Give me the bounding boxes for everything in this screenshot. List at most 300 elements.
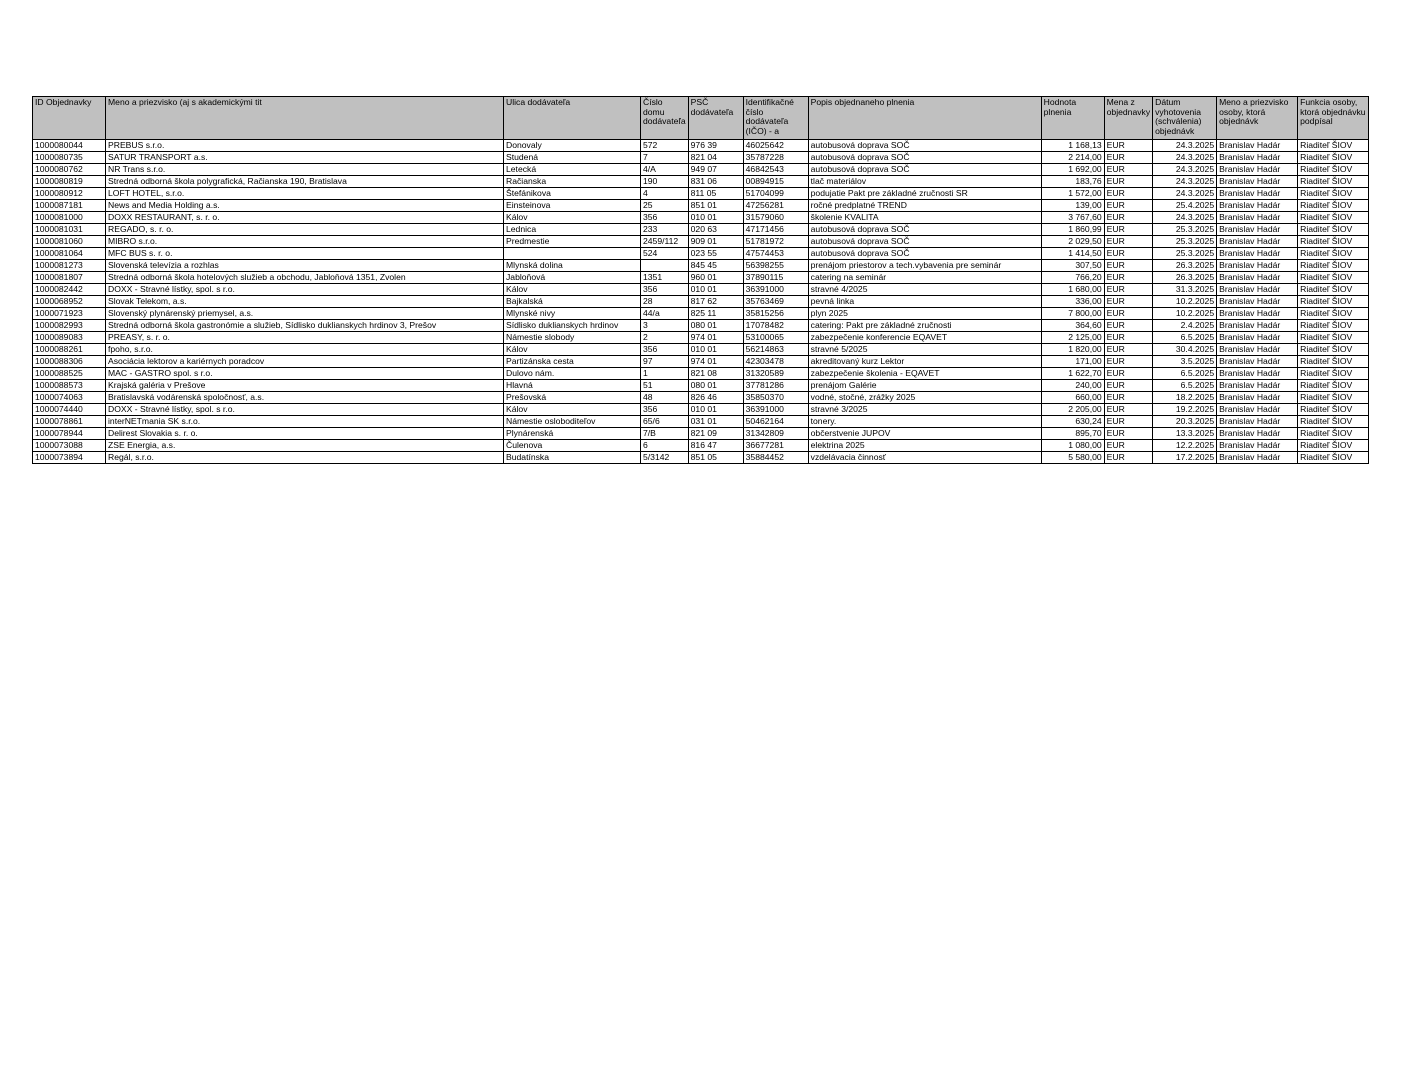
cell-house-number: 65/6 [641,416,689,428]
cell-postal-code: 821 08 [688,368,743,380]
cell-name: Stredná odborná škola hotelových služieb a obchodu, Jabloňová 1351, Zvolen [106,272,504,284]
cell-id: 1000089083 [33,332,106,344]
cell-value: 660,00 [1041,392,1104,404]
cell-orderer: Branislav Hadár [1217,440,1298,452]
cell-description: elektrina 2025 [808,440,1041,452]
cell-street: Letecká [504,164,641,176]
cell-date: 2.4.2025 [1153,320,1217,332]
cell-value: 1 572,00 [1041,188,1104,200]
cell-street: Budatínska [504,452,641,464]
cell-currency: EUR [1104,392,1152,404]
cell-date: 25.3.2025 [1153,236,1217,248]
cell-orderer: Branislav Hadár [1217,416,1298,428]
table-row [33,248,1369,260]
cell-date: 20.3.2025 [1153,416,1217,428]
cell-currency: EUR [1104,308,1152,320]
cell-name: News and Media Holding a.s. [106,200,504,212]
cell-name: PREBUS s.r.o. [106,140,504,152]
cell-postal-code: 080 01 [688,380,743,392]
cell-name: Delirest Slovakia s. r. o. [106,428,504,440]
cell-street: Studená [504,152,641,164]
table-row [33,200,1369,212]
cell-name: Regál, s.r.o. [106,452,504,464]
cell-currency: EUR [1104,140,1152,152]
table-row [33,284,1369,296]
cell-house-number: 1 [641,368,689,380]
cell-street: Čulenova [504,440,641,452]
cell-description: pevná linka [808,296,1041,308]
cell-function: Riaditeľ ŠIOV [1298,272,1369,284]
cell-description: autobusová doprava SOČ [808,140,1041,152]
cell-currency: EUR [1104,356,1152,368]
table-row [33,176,1369,188]
cell-value: 1 692,00 [1041,164,1104,176]
cell-description: autobusová doprava SOČ [808,236,1041,248]
cell-function: Riaditeľ ŠIOV [1298,440,1369,452]
cell-currency: EUR [1104,296,1152,308]
cell-date: 10.2.2025 [1153,308,1217,320]
cell-ico: 35787228 [743,152,808,164]
header-cell-postal-code: PSČ dodávateľa [688,97,743,140]
cell-street: Námestie osloboditeľov [504,416,641,428]
cell-description: autobusová doprava SOČ [808,224,1041,236]
cell-id: 1000068952 [33,296,106,308]
cell-description: prenájom Galérie [808,380,1041,392]
cell-name: DOXX - Stravné lístky, spol. s r.o. [106,284,504,296]
cell-date: 26.3.2025 [1153,272,1217,284]
cell-value: 307,50 [1041,260,1104,272]
cell-ico: 31320589 [743,368,808,380]
cell-house-number: 25 [641,200,689,212]
table-row [33,320,1369,332]
table-row [33,272,1369,284]
header-cell-value: Hodnota plnenia [1041,97,1104,140]
cell-house-number: 524 [641,248,689,260]
table-row [33,260,1369,272]
cell-description: školenie KVALITA [808,212,1041,224]
cell-house-number: 6 [641,440,689,452]
cell-ico: 35763469 [743,296,808,308]
cell-currency: EUR [1104,416,1152,428]
cell-function: Riaditeľ ŠIOV [1298,212,1369,224]
cell-value: 171,00 [1041,356,1104,368]
cell-date: 24.3.2025 [1153,176,1217,188]
cell-currency: EUR [1104,224,1152,236]
cell-id: 1000080912 [33,188,106,200]
cell-date: 13.3.2025 [1153,428,1217,440]
cell-name: MAC - GASTRO spol. s r.o. [106,368,504,380]
cell-street: Mlynské nivy [504,308,641,320]
cell-ico: 46842543 [743,164,808,176]
cell-function: Riaditeľ ŠIOV [1298,356,1369,368]
cell-postal-code: 960 01 [688,272,743,284]
cell-name: MIBRO s.r.o. [106,236,504,248]
header-cell-street: Ulica dodávateľa [504,97,641,140]
cell-ico: 47574453 [743,248,808,260]
cell-function: Riaditeľ ŠIOV [1298,176,1369,188]
cell-date: 25.3.2025 [1153,248,1217,260]
cell-currency: EUR [1104,332,1152,344]
cell-postal-code: 826 46 [688,392,743,404]
cell-street: Račianska [504,176,641,188]
cell-street: Námestie slobody [504,332,641,344]
cell-street: Donovaly [504,140,641,152]
table-row [33,452,1369,464]
cell-orderer: Branislav Hadár [1217,368,1298,380]
cell-id: 1000080735 [33,152,106,164]
cell-description: ročné predplatné TREND [808,200,1041,212]
cell-description: akreditovaný kurz Lektor [808,356,1041,368]
cell-date: 6.5.2025 [1153,368,1217,380]
cell-id: 1000074063 [33,392,106,404]
cell-value: 5 580,00 [1041,452,1104,464]
cell-value: 1 622,70 [1041,368,1104,380]
table-row [33,296,1369,308]
cell-street: Predmestie [504,236,641,248]
cell-ico: 36391000 [743,284,808,296]
cell-id: 1000074440 [33,404,106,416]
cell-description: autobusová doprava SOČ [808,248,1041,260]
header-cell-description: Popis objednaneho plnenia [808,97,1041,140]
cell-ico: 56214863 [743,344,808,356]
cell-postal-code: 010 01 [688,404,743,416]
orders-sheet [32,96,1369,464]
cell-function: Riaditeľ ŠIOV [1298,140,1369,152]
table-row [33,152,1369,164]
cell-name: fpoho, s.r.o. [106,344,504,356]
cell-postal-code: 821 09 [688,428,743,440]
cell-ico: 51781972 [743,236,808,248]
cell-function: Riaditeľ ŠIOV [1298,296,1369,308]
cell-name: Bratislavská vodárenská spoločnosť, a.s. [106,392,504,404]
cell-id: 1000078944 [33,428,106,440]
cell-description: prenájom priestorov a tech.vybavenia pre seminár [808,260,1041,272]
cell-house-number: 356 [641,404,689,416]
header-cell-currency: Mena z objednavky [1104,97,1152,140]
cell-street: Einsteinova [504,200,641,212]
cell-ico: 47171456 [743,224,808,236]
cell-orderer: Branislav Hadár [1217,200,1298,212]
cell-house-number: 5/3142 [641,452,689,464]
cell-date: 6.5.2025 [1153,380,1217,392]
header-cell-ico: Identifikačné číslo dodávateľa (IČO) - a [743,97,808,140]
cell-date: 18.2.2025 [1153,392,1217,404]
table-row [33,164,1369,176]
table-row [33,392,1369,404]
cell-description: zabezpečenie konferencie EQAVET [808,332,1041,344]
cell-currency: EUR [1104,164,1152,176]
cell-name: DOXX - Stravné lístky, spol. s r.o. [106,404,504,416]
cell-value: 1 860,99 [1041,224,1104,236]
cell-postal-code: 821 04 [688,152,743,164]
cell-postal-code: 020 63 [688,224,743,236]
cell-date: 24.3.2025 [1153,164,1217,176]
cell-date: 24.3.2025 [1153,212,1217,224]
cell-id: 1000078861 [33,416,106,428]
cell-date: 17.2.2025 [1153,452,1217,464]
cell-postal-code: 031 01 [688,416,743,428]
cell-ico: 56398255 [743,260,808,272]
table-row [33,380,1369,392]
cell-street: Plynárenská [504,428,641,440]
cell-id: 1000080044 [33,140,106,152]
cell-house-number: 190 [641,176,689,188]
cell-function: Riaditeľ ŠIOV [1298,380,1369,392]
cell-house-number: 51 [641,380,689,392]
table-row [33,332,1369,344]
cell-date: 19.2.2025 [1153,404,1217,416]
cell-ico: 37890115 [743,272,808,284]
cell-ico: 51704099 [743,188,808,200]
cell-value: 139,00 [1041,200,1104,212]
cell-house-number: 2 [641,332,689,344]
header-cell-house-number: Číslo domu dodávateľa [641,97,689,140]
cell-function: Riaditeľ ŠIOV [1298,368,1369,380]
cell-function: Riaditeľ ŠIOV [1298,428,1369,440]
cell-postal-code: 825 11 [688,308,743,320]
cell-street [504,248,641,260]
cell-currency: EUR [1104,176,1152,188]
cell-value: 364,60 [1041,320,1104,332]
cell-name: REGADO, s. r. o. [106,224,504,236]
cell-function: Riaditeľ ŠIOV [1298,284,1369,296]
cell-name: DOXX RESTAURANT, s. r. o. [106,212,504,224]
cell-id: 1000081060 [33,236,106,248]
cell-orderer: Branislav Hadár [1217,188,1298,200]
cell-description: podujatie Pakt pre základné zručnosti SR [808,188,1041,200]
cell-ico: 50462164 [743,416,808,428]
cell-ico: 36677281 [743,440,808,452]
cell-orderer: Branislav Hadár [1217,344,1298,356]
cell-orderer: Branislav Hadár [1217,380,1298,392]
cell-postal-code: 974 01 [688,332,743,344]
cell-date: 6.5.2025 [1153,332,1217,344]
cell-orderer: Branislav Hadár [1217,332,1298,344]
table-row [33,440,1369,452]
cell-house-number: 2459/112 [641,236,689,248]
cell-date: 31.3.2025 [1153,284,1217,296]
cell-value: 2 205,00 [1041,404,1104,416]
cell-street: Sídlisko duklianskych hrdinov [504,320,641,332]
cell-id: 1000088525 [33,368,106,380]
cell-function: Riaditeľ ŠIOV [1298,260,1369,272]
cell-house-number [641,260,689,272]
table-row [33,140,1369,152]
cell-value: 336,00 [1041,296,1104,308]
table-row [33,428,1369,440]
cell-description: vodné, stočné, zrážky 2025 [808,392,1041,404]
cell-postal-code: 010 01 [688,284,743,296]
cell-function: Riaditeľ ŠIOV [1298,332,1369,344]
cell-value: 183,76 [1041,176,1104,188]
cell-value: 1 168,13 [1041,140,1104,152]
cell-name: Stredná odborná škola polygrafická, Račianska 190, Bratislava [106,176,504,188]
cell-function: Riaditeľ ŠIOV [1298,404,1369,416]
cell-orderer: Branislav Hadár [1217,236,1298,248]
cell-street: Hlavná [504,380,641,392]
cell-name: SATUR TRANSPORT a.s. [106,152,504,164]
cell-name: ZSE Energia, a.s. [106,440,504,452]
cell-ico: 35884452 [743,452,808,464]
cell-description: zabezpečenie školenia - EQAVET [808,368,1041,380]
cell-street: Jabloňová [504,272,641,284]
cell-id: 1000088261 [33,344,106,356]
cell-id: 1000073088 [33,440,106,452]
cell-value: 2 214,00 [1041,152,1104,164]
cell-value: 1 080,00 [1041,440,1104,452]
header-row [33,97,1369,140]
cell-function: Riaditeľ ŠIOV [1298,152,1369,164]
cell-postal-code: 816 47 [688,440,743,452]
cell-orderer: Branislav Hadár [1217,224,1298,236]
cell-function: Riaditeľ ŠIOV [1298,188,1369,200]
cell-description: autobusová doprava SOČ [808,152,1041,164]
cell-name: Asociácia lektorov a kariérnych poradcov [106,356,504,368]
cell-id: 1000087181 [33,200,106,212]
cell-orderer: Branislav Hadár [1217,296,1298,308]
cell-house-number: 233 [641,224,689,236]
cell-date: 25.4.2025 [1153,200,1217,212]
cell-description: catering: Pakt pre základné zručnosti [808,320,1041,332]
cell-postal-code: 976 39 [688,140,743,152]
cell-date: 12.2.2025 [1153,440,1217,452]
cell-name: interNETmania SK s.r.o. [106,416,504,428]
cell-house-number: 356 [641,212,689,224]
cell-currency: EUR [1104,272,1152,284]
cell-currency: EUR [1104,248,1152,260]
cell-name: MFC BUS s. r. o. [106,248,504,260]
cell-postal-code: 010 01 [688,212,743,224]
cell-currency: EUR [1104,404,1152,416]
cell-street: Kálov [504,212,641,224]
cell-street: Mlynská dolina [504,260,641,272]
cell-orderer: Branislav Hadár [1217,308,1298,320]
cell-orderer: Branislav Hadár [1217,272,1298,284]
cell-description: tonery. [808,416,1041,428]
cell-house-number: 28 [641,296,689,308]
cell-orderer: Branislav Hadár [1217,164,1298,176]
cell-id: 1000088573 [33,380,106,392]
cell-ico: 42303478 [743,356,808,368]
cell-street: Kálov [504,404,641,416]
cell-orderer: Branislav Hadár [1217,284,1298,296]
cell-date: 3.5.2025 [1153,356,1217,368]
cell-date: 24.3.2025 [1153,152,1217,164]
cell-id: 1000082993 [33,320,106,332]
cell-orderer: Branislav Hadár [1217,320,1298,332]
cell-postal-code: 811 05 [688,188,743,200]
cell-currency: EUR [1104,368,1152,380]
cell-street: Bajkalská [504,296,641,308]
cell-postal-code: 845 45 [688,260,743,272]
cell-description: catering na seminár [808,272,1041,284]
cell-street: Lednica [504,224,641,236]
cell-name: PREASY, s. r. o. [106,332,504,344]
cell-function: Riaditeľ ŠIOV [1298,392,1369,404]
table-body [33,140,1369,464]
cell-function: Riaditeľ ŠIOV [1298,344,1369,356]
cell-date: 24.3.2025 [1153,140,1217,152]
cell-currency: EUR [1104,236,1152,248]
orders-table [32,96,1369,464]
table-row [33,308,1369,320]
cell-name: Slovenský plynárenský priemysel, a.s. [106,308,504,320]
cell-name: Slovenská televízia a rozhlas [106,260,504,272]
cell-postal-code: 010 01 [688,344,743,356]
cell-orderer: Branislav Hadár [1217,392,1298,404]
cell-ico: 35815256 [743,308,808,320]
header-cell-orderer: Meno a priezvisko osoby, ktorá objednávk [1217,97,1298,140]
cell-house-number: 7 [641,152,689,164]
cell-description: stravné 5/2025 [808,344,1041,356]
cell-postal-code: 817 62 [688,296,743,308]
cell-currency: EUR [1104,440,1152,452]
cell-value: 2 125,00 [1041,332,1104,344]
cell-postal-code: 851 05 [688,452,743,464]
cell-currency: EUR [1104,344,1152,356]
cell-currency: EUR [1104,200,1152,212]
cell-orderer: Branislav Hadár [1217,152,1298,164]
cell-house-number: 3 [641,320,689,332]
cell-orderer: Branislav Hadár [1217,404,1298,416]
cell-value: 1 680,00 [1041,284,1104,296]
cell-function: Riaditeľ ŠIOV [1298,200,1369,212]
cell-name: LOFT HOTEL, s.r.o. [106,188,504,200]
cell-orderer: Branislav Hadár [1217,176,1298,188]
cell-ico: 31579060 [743,212,808,224]
cell-house-number: 572 [641,140,689,152]
cell-description: stravné 3/2025 [808,404,1041,416]
cell-function: Riaditeľ ŠIOV [1298,224,1369,236]
cell-description: plyn 2025 [808,308,1041,320]
cell-id: 1000082442 [33,284,106,296]
cell-name: Stredná odborná škola gastronómie a služieb, Sídlisko duklianskych hrdinov 3, Prešov [106,320,504,332]
cell-id: 1000071923 [33,308,106,320]
cell-date: 26.3.2025 [1153,260,1217,272]
cell-currency: EUR [1104,428,1152,440]
cell-currency: EUR [1104,320,1152,332]
cell-date: 24.3.2025 [1153,188,1217,200]
cell-value: 240,00 [1041,380,1104,392]
table-row [33,344,1369,356]
cell-postal-code: 974 01 [688,356,743,368]
cell-ico: 35850370 [743,392,808,404]
cell-value: 2 029,50 [1041,236,1104,248]
cell-name: NR Trans s.r.o. [106,164,504,176]
cell-orderer: Branislav Hadár [1217,452,1298,464]
cell-name: Krajská galéria v Prešove [106,380,504,392]
cell-description: vzdelávacia činnosť [808,452,1041,464]
header-cell-function: Funkcia osoby, ktorá objednávku podpísal [1298,97,1369,140]
cell-postal-code: 023 55 [688,248,743,260]
cell-postal-code: 909 01 [688,236,743,248]
header-cell-name: Meno a priezvisko (aj s akademickými tit [106,97,504,140]
cell-ico: 17078482 [743,320,808,332]
cell-orderer: Branislav Hadár [1217,356,1298,368]
cell-value: 3 767,60 [1041,212,1104,224]
cell-currency: EUR [1104,452,1152,464]
cell-value: 1 820,00 [1041,344,1104,356]
cell-house-number: 356 [641,284,689,296]
cell-orderer: Branislav Hadár [1217,260,1298,272]
cell-function: Riaditeľ ŠIOV [1298,248,1369,260]
cell-description: tlač materiálov [808,176,1041,188]
cell-ico: 31342809 [743,428,808,440]
cell-currency: EUR [1104,380,1152,392]
cell-ico: 00894915 [743,176,808,188]
cell-currency: EUR [1104,152,1152,164]
cell-house-number: 48 [641,392,689,404]
